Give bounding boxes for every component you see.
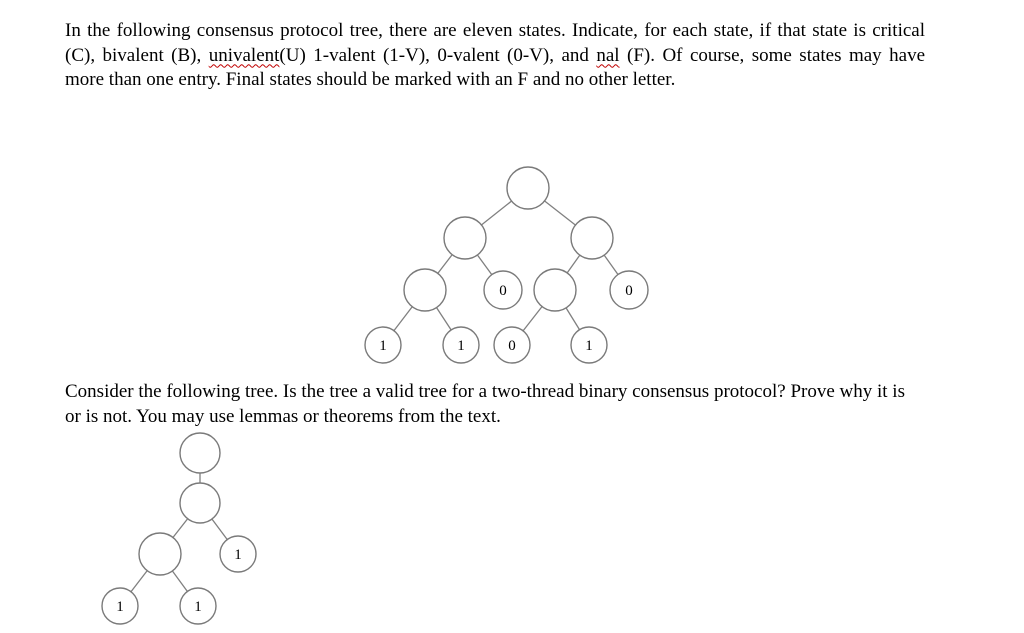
node-label: 1 (194, 599, 202, 615)
question-2-text: Consider the following tree. Is the tree a valid tree for a two-thread binary consensus protocol? Prove why it is or is not. You may use lemmas or theorems from the text. (65, 381, 905, 427)
tree2-node-leaf-b (180, 588, 216, 624)
tree2-node-root (180, 433, 220, 473)
tree2-node-leaf-a (102, 588, 138, 624)
spellcheck-word-nal: nal (596, 44, 620, 66)
node-label: 1 (234, 547, 242, 563)
node-label: 0 (499, 283, 507, 299)
question-1-part-1: In the following consensus protocol tree, there are eleven states. Indicate, for each state, if that state is critical (C), bivalent (B), (65, 20, 925, 66)
node-label: 1 (379, 338, 387, 354)
node-label: 1 (457, 338, 465, 354)
spellcheck-word-univalent: univalent (208, 44, 280, 66)
node-label: 0 (508, 338, 516, 354)
question-1-part-3: (F). Of course, some states may have more than one entry. Final states should be marked with an F and no other letter. (65, 44, 925, 90)
question-1-part-2: (U) 1-valent (1-V), 0-valent (0-V), and (279, 44, 597, 66)
node-label: 1 (585, 338, 593, 354)
node-label: 0 (625, 283, 633, 299)
tree2-node-right (220, 536, 256, 572)
node-label: 1 (116, 599, 124, 615)
tree2-node-child (180, 483, 220, 523)
tree2-node-left (139, 533, 181, 575)
